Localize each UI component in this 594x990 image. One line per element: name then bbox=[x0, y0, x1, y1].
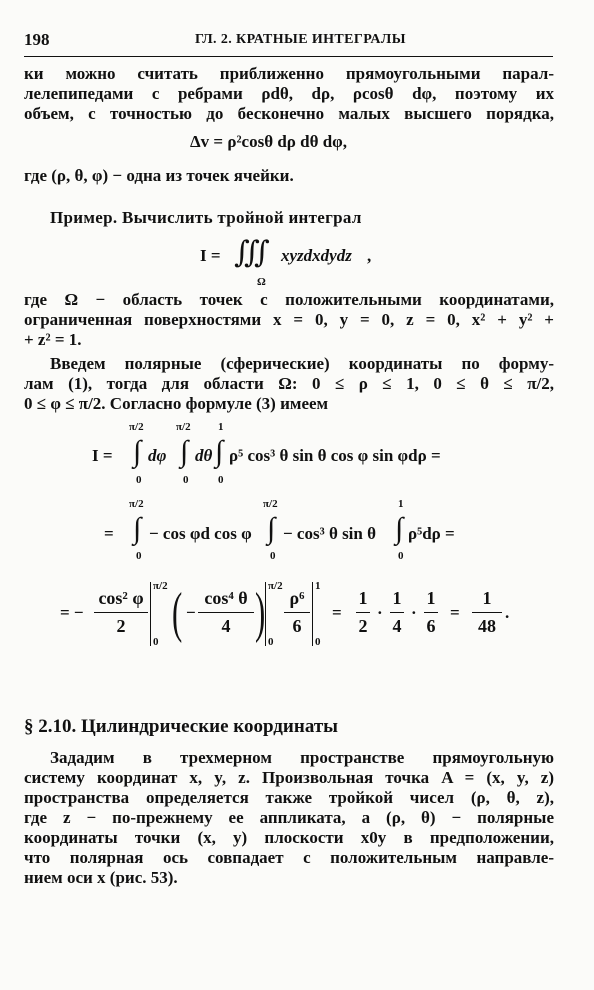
text-line: где (ρ, θ, φ) − одна из точек ячейки. bbox=[24, 166, 294, 185]
lower-limit: 0 bbox=[218, 474, 224, 486]
text-line: Введем полярные (сферические) координаты по форму- bbox=[50, 354, 554, 373]
integral-sign: ∫ bbox=[267, 512, 276, 545]
numerator: 1 bbox=[426, 588, 436, 608]
lower-limit: 0 bbox=[315, 636, 321, 648]
upper-limit: π/2 bbox=[176, 421, 191, 433]
numerator: cos² φ bbox=[98, 588, 144, 608]
running-title: ГЛ. 2. КРАТНЫЕ ИНТЕГРАЛЫ bbox=[195, 32, 406, 47]
denominator: 2 bbox=[358, 616, 368, 636]
numerator: cos⁴ θ bbox=[204, 588, 248, 608]
minus-sign: − bbox=[186, 603, 196, 622]
numerator: ρ⁶ bbox=[289, 588, 305, 608]
integrand-phi: − cos φd cos φ bbox=[149, 524, 252, 543]
upper-limit: 1 bbox=[398, 498, 404, 510]
calc-lhs: I = bbox=[92, 446, 113, 465]
numerator: 1 bbox=[392, 588, 402, 608]
text-line: нием оси x (рис. 53). bbox=[24, 868, 178, 887]
text-line: координаты точки (x, y) плоскости x0y в предположении, bbox=[24, 828, 554, 847]
upper-limit: 1 bbox=[218, 421, 224, 433]
equals: = bbox=[104, 524, 114, 543]
denominator: 4 bbox=[392, 616, 402, 636]
fraction-half bbox=[356, 588, 370, 637]
evaluation-bar bbox=[150, 582, 151, 646]
equals: = bbox=[450, 603, 460, 622]
fraction-bar bbox=[198, 612, 254, 613]
denominator: 48 bbox=[478, 616, 496, 636]
evaluation-bar bbox=[312, 582, 313, 646]
upper-limit: π/2 bbox=[263, 498, 278, 510]
evaluation-bar bbox=[265, 582, 266, 646]
lower-limit: 0 bbox=[270, 550, 276, 562]
fraction-bar bbox=[424, 612, 438, 613]
fraction-bar bbox=[284, 612, 310, 613]
text-line: ки можно считать приближенно прямоугольными парал- bbox=[24, 64, 554, 83]
upper-limit: π/2 bbox=[129, 421, 144, 433]
integrand-rho: ρ⁵dρ = bbox=[408, 524, 455, 543]
text-line: лам (1), тогда для области Ω: 0 ≤ ρ ≤ 1, 0 ≤ θ ≤ π/2, bbox=[24, 374, 554, 393]
differential: dφ bbox=[148, 446, 167, 465]
page-number: 198 bbox=[24, 30, 50, 49]
fraction-sixth bbox=[424, 588, 438, 637]
upper-limit: π/2 bbox=[268, 580, 283, 592]
text-line: 0 ≤ φ ≤ π/2. Согласно формуле (3) имеем bbox=[24, 394, 329, 413]
text-line: систему координат x, y, z. Произвольная точка A = (x, y, z) bbox=[24, 768, 554, 787]
upper-limit: π/2 bbox=[129, 498, 144, 510]
denominator: 6 bbox=[292, 616, 302, 636]
lower-limit: 0 bbox=[268, 636, 274, 648]
text-line: где z − по-прежнему ее аппликата, а (ρ, θ) − полярные bbox=[24, 808, 554, 827]
text-line: объем, с точностью до бесконечно малых высшего порядка, bbox=[24, 104, 554, 123]
integrand-theta: − cos³ θ sin θ bbox=[283, 524, 376, 543]
text-line: пространства определяется также тройкой чисел (ρ, θ, z), bbox=[24, 788, 554, 807]
integral-sign: ∫ bbox=[215, 435, 224, 468]
integrand: xyzdxdydz bbox=[281, 246, 352, 265]
differential: dθ bbox=[195, 446, 213, 465]
integral-sign: ∫ bbox=[180, 435, 189, 468]
integral-sign: ∫ bbox=[133, 435, 142, 468]
text-line: что полярная ось совпадает с положительным направле- bbox=[24, 848, 554, 867]
text-line: где Ω − область точек с положительными координатами, bbox=[24, 290, 554, 309]
integral-lhs: I = bbox=[200, 246, 221, 265]
paragraph-2 bbox=[24, 166, 554, 186]
integral-sign: ∭ bbox=[234, 236, 270, 269]
fraction-cos4 bbox=[198, 588, 254, 637]
denominator: 2 bbox=[116, 616, 126, 636]
paragraph-3 bbox=[24, 354, 554, 414]
dot: · bbox=[411, 603, 417, 622]
text-line: + z² = 1. bbox=[24, 330, 82, 349]
fraction-cos2 bbox=[94, 588, 148, 637]
left-paren: ( bbox=[172, 582, 183, 644]
lower-limit: 0 bbox=[136, 474, 142, 486]
fraction-result bbox=[472, 588, 502, 637]
running-header bbox=[24, 30, 553, 57]
denominator: 4 bbox=[221, 616, 231, 636]
dot: · bbox=[377, 603, 383, 622]
paragraph-example-region bbox=[24, 290, 554, 350]
integral-sign: ∫ bbox=[395, 512, 404, 545]
integral-sign: ∫ bbox=[133, 512, 142, 545]
integrand: ρ⁵ cos³ θ sin θ cos φ sin φdρ = bbox=[229, 446, 441, 465]
text-line: Пример. Вычислить тройной интеграл bbox=[50, 208, 362, 227]
integration-domain: Ω bbox=[257, 276, 266, 288]
comma: , bbox=[367, 246, 372, 265]
lower-limit: 0 bbox=[136, 550, 142, 562]
fraction-rho6 bbox=[284, 588, 310, 637]
fraction-bar bbox=[356, 612, 370, 613]
text-line: лелепипедами с ребрами ρdθ, dρ, ρcosθ dφ, поэтому их bbox=[24, 84, 554, 103]
denominator: 6 bbox=[426, 616, 436, 636]
numerator: 1 bbox=[482, 588, 492, 608]
paragraph-4 bbox=[24, 748, 554, 888]
text-line: ограниченная поверхностями x = 0, y = 0, z = 0, x² + y² + bbox=[24, 310, 554, 329]
equals-minus: = − bbox=[60, 603, 84, 622]
text-line: Зададим в трехмерном пространстве прямоугольную bbox=[50, 748, 554, 767]
equals: = bbox=[332, 603, 342, 622]
fraction-bar bbox=[472, 612, 502, 613]
lower-limit: 0 bbox=[183, 474, 189, 486]
lower-limit: 0 bbox=[153, 636, 159, 648]
volume-element-equation: Δv = ρ²cosθ dρ dθ dφ, bbox=[190, 132, 348, 151]
fraction-quarter bbox=[390, 588, 404, 637]
upper-limit: 1 bbox=[315, 580, 321, 592]
numerator: 1 bbox=[358, 588, 368, 608]
right-paren: ) bbox=[255, 582, 266, 644]
period: . bbox=[505, 603, 510, 622]
paragraph-1 bbox=[24, 64, 554, 124]
section-heading: § 2.10. Цилиндрические координаты bbox=[24, 716, 338, 737]
fraction-bar bbox=[94, 612, 148, 613]
lower-limit: 0 bbox=[398, 550, 404, 562]
example-intro bbox=[50, 208, 550, 228]
upper-limit: π/2 bbox=[153, 580, 168, 592]
fraction-bar bbox=[390, 612, 404, 613]
